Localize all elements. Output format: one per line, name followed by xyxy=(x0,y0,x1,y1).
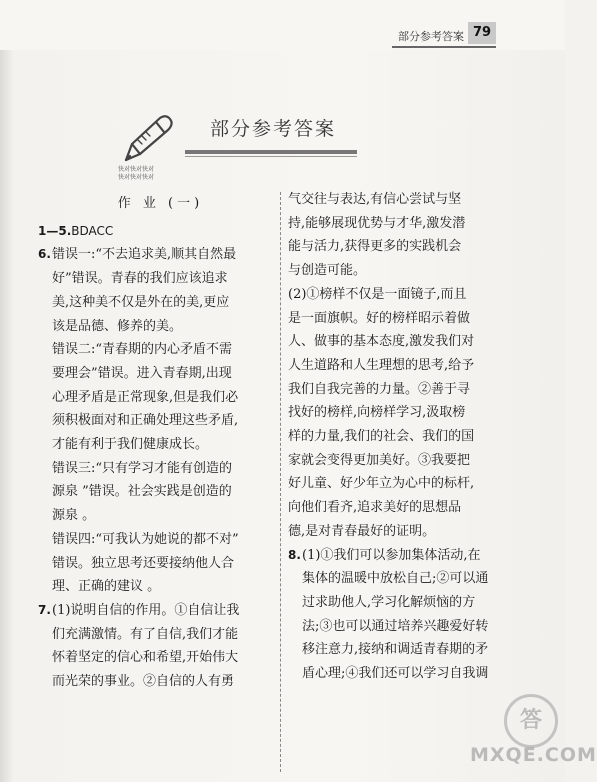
answer-line: 人生道路和人生理想的思考,给予 xyxy=(288,357,475,373)
answer-line: (2)①榜样不仅是一面镜子,而且 xyxy=(288,286,467,302)
answer-line: 移注意力,接纳和调适青春期的矛 xyxy=(302,642,489,658)
answer-line: 理、正确的建议 。 xyxy=(52,579,161,595)
answer-line: 要理会”错误。进入青春期,出现 xyxy=(52,365,232,381)
answer-line: 错误三:“只有学习才能有创造的 xyxy=(52,460,233,476)
answer-line: 错误四:“可我认为她说的都不对” xyxy=(52,531,239,547)
answer-line: 持,能够展现优势与才华,激发潜 xyxy=(288,215,466,231)
answer-line: 该是品德、修养的美。 xyxy=(52,318,183,334)
question-number: 6. xyxy=(38,247,51,262)
answer-1-5 xyxy=(38,220,273,244)
answer-line: 盾心理;④我们还可以学习自我调 xyxy=(302,666,489,682)
page-title: 部分参考答案 xyxy=(210,118,337,140)
answer-line: 人、做事的基本态度,激发我们对 xyxy=(288,334,475,350)
answer-line: 而光荣的事业。②自信的人有勇 xyxy=(52,674,235,690)
question-number: 8. xyxy=(288,547,301,562)
answer-line: 才能有利于我们健康成长。 xyxy=(52,437,209,453)
left-column xyxy=(38,188,273,694)
watermark-site: MXQE.COM xyxy=(470,744,597,766)
answer-line: 家就会变得更加美好。③我要把 xyxy=(288,452,471,468)
answer-line: 源泉 ”错误。社会实践是创造的 xyxy=(52,484,232,500)
logo-caption-line: 快对快对快对 xyxy=(118,166,155,173)
logo-caption-line: 快对快对快对 xyxy=(118,174,155,181)
answer-text: (1)①我们可以参加集体活动,在 xyxy=(302,547,481,563)
answer-text: (1)说明自信的作用。①自信让我 xyxy=(52,602,240,618)
section-title: 作 业 (一) xyxy=(117,196,204,211)
answer-line: 怀着坚定的信心和希望,开始伟大 xyxy=(52,650,239,666)
answer-line: 好儿童、好少年立为心中的标杆, xyxy=(288,476,475,492)
answer-8 xyxy=(288,544,528,686)
answer-6 xyxy=(38,243,273,599)
header-rule xyxy=(392,46,496,48)
page-number: 79 xyxy=(468,22,496,44)
answer-line: 德,是对青春最好的证明。 xyxy=(288,523,436,539)
logo-caption xyxy=(118,166,154,182)
answer-line: 错误。独立思考还要接纳他人合 xyxy=(52,555,235,571)
answer-7 xyxy=(38,599,273,694)
title-rule xyxy=(185,150,357,154)
column-divider xyxy=(280,192,281,772)
answer-text: BDACC xyxy=(71,223,114,238)
answer-line xyxy=(288,544,528,568)
answer-line: 是一面旗帜。好的榜样昭示着做 xyxy=(288,310,471,326)
answer-line: 与创造可能。 xyxy=(288,263,367,279)
question-number: 7. xyxy=(38,602,51,617)
answer-line xyxy=(38,599,273,623)
title-rule-thin xyxy=(185,156,357,157)
answer-line: 们充满激情。有了自信,我们才能 xyxy=(52,626,239,642)
answer-line: 心理矛盾是正常现象,但是我们必 xyxy=(52,389,239,405)
answer-line: 好”错误。青春的我们应该追求 xyxy=(52,271,228,287)
watermark-badge: 答 xyxy=(504,694,558,748)
right-column xyxy=(288,188,528,686)
answer-line: 能与活力,获得更多的实践机会 xyxy=(288,239,462,255)
answer-line: 我们自我完善的力量。②善于寻 xyxy=(288,381,471,397)
answer-line: 美,这种美不仅是外在的美,更应 xyxy=(52,294,230,310)
answer-7-continued xyxy=(288,188,528,544)
watermark xyxy=(470,690,597,770)
answer-line: 错误二:“青春期的内心矛盾不需 xyxy=(52,342,233,358)
answer-line: 须积极面对和正确处理这些矛盾, xyxy=(52,413,239,429)
answer-line: 集体的温暖中放松自己;②可以通 xyxy=(302,571,489,587)
running-title: 部分参考答案 xyxy=(398,30,464,43)
question-number: 1—5. xyxy=(38,223,72,238)
answer-line: 气交往与表达,有信心尝试与坚 xyxy=(288,192,462,207)
answer-line: 法;③也可以通过培养兴趣爱好转 xyxy=(302,618,489,634)
pencil-icon xyxy=(118,110,180,168)
answer-line: 找好的榜样,向榜样学习,汲取榜 xyxy=(288,405,466,421)
answer-line: 过求助他人,学习化解烦恼的方 xyxy=(302,594,476,610)
answer-line: 源泉 。 xyxy=(52,508,96,524)
answer-text: 错误一:“不去追求美,顺其自然最 xyxy=(52,247,237,263)
answer-line: 向他们看齐,追求美好的思想品 xyxy=(288,500,462,516)
answer-line xyxy=(38,243,273,267)
answer-line: 样的力量,我们的社会、我们的国 xyxy=(288,429,475,445)
